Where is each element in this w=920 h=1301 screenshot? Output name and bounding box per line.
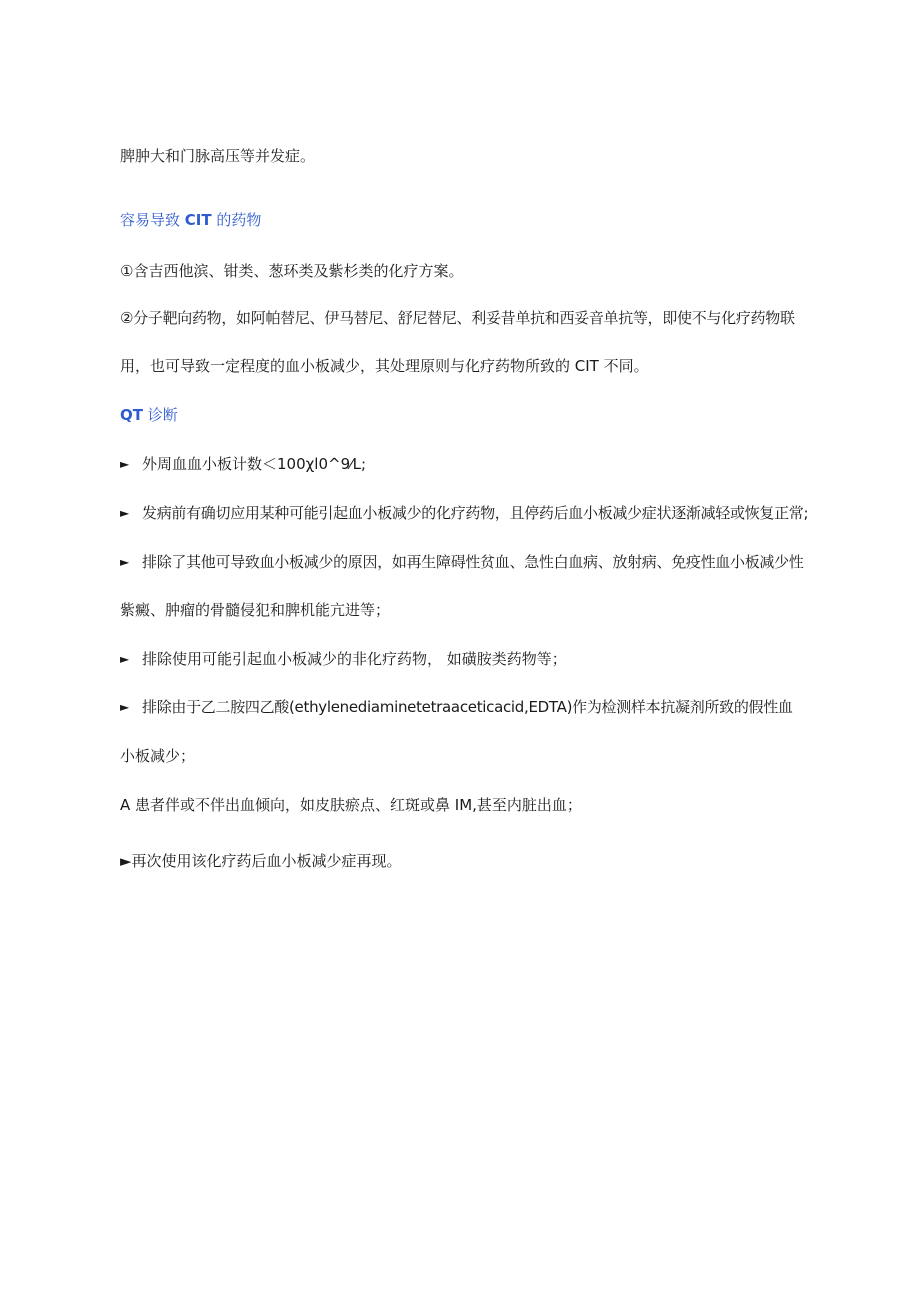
- heading-suffix: 诊断: [142, 406, 178, 424]
- bullet-text: 发病前有确切应用某种可能引起血小板减少的化疗药物，且停药后血小板减少症状逐渐减轻或恢复正常;: [142, 504, 809, 522]
- list-item-chemo-regimens: ①含吉西他滨、钳类、葱环类及紫杉类的化疗方案。: [120, 262, 464, 280]
- bullet-text: 排除使用可能引起血小板减少的非化疗药物， 如磺胺类药物等；: [142, 650, 567, 668]
- diagnosis-bullet-exclusion-line2: 紫癜、肿瘤的骨髓侵犯和脾机能亢进等；: [120, 601, 391, 619]
- bullet-triangle-icon: ►: [120, 457, 130, 471]
- bullet-triangle-icon: ►: [120, 555, 129, 569]
- section-heading-cit-drugs: [120, 210, 840, 230]
- diagnosis-bullet-chemo-history: [120, 503, 840, 523]
- diagnosis-bullet-edta-line2: 小板减少；: [120, 747, 196, 765]
- bullet-triangle-icon: ►: [120, 700, 129, 714]
- paragraph-continuation: 脾肿大和门脉高压等并发症。: [120, 147, 316, 165]
- diagnosis-bullet-exclusion-line1: [120, 552, 840, 572]
- section-heading-diagnosis: [120, 405, 840, 425]
- list-item-targeted-drugs-line2: 用，也可导致一定程度的血小板减少，其处理原则与化疗药物所致的 CIT 不同。: [120, 357, 649, 375]
- diagnosis-bullet-platelet-count: [120, 454, 840, 474]
- heading-suffix: 的药物: [211, 211, 262, 229]
- heading-keyword: CIT: [184, 211, 212, 229]
- diagnosis-bullet-non-chemo-drugs: [120, 649, 840, 669]
- bullet-text: 排除了其他可导致血小板减少的原因，如再生障碍性贫血、急性白血病、放射病、免疫性血小板减少性: [142, 553, 804, 571]
- diagnosis-bullet-recurrence: ►再次使用该化疗药后血小板减少症再现。: [120, 852, 402, 870]
- bullet-triangle-icon: ►: [120, 652, 130, 666]
- diagnosis-bullet-edta-line1: [120, 697, 840, 717]
- heading-prefix: 容易导致: [120, 211, 185, 229]
- bullet-text: 排除由于乙二胺四乙酸(ethylenediaminetetraaceticacid,EDTA)作为检测样本抗凝剂所致的假性血: [142, 698, 793, 716]
- bullet-text: 外周血血小板计数＜100χl0^9⁄L;: [142, 455, 367, 473]
- diagnosis-bullet-bleeding: A 患者伴或不伴出血倾向，如皮肤瘀点、红斑或鼻 IM,甚至内脏出血；: [120, 796, 582, 814]
- list-item-targeted-drugs-line1: ②分子靶向药物，如阿帕替尼、伊马替尼、舒尼替尼、利妥昔单抗和西妥音单抗等，即使不与化疗药物联: [120, 309, 795, 327]
- heading-keyword: QT: [120, 406, 143, 424]
- bullet-triangle-icon: ►: [120, 506, 129, 520]
